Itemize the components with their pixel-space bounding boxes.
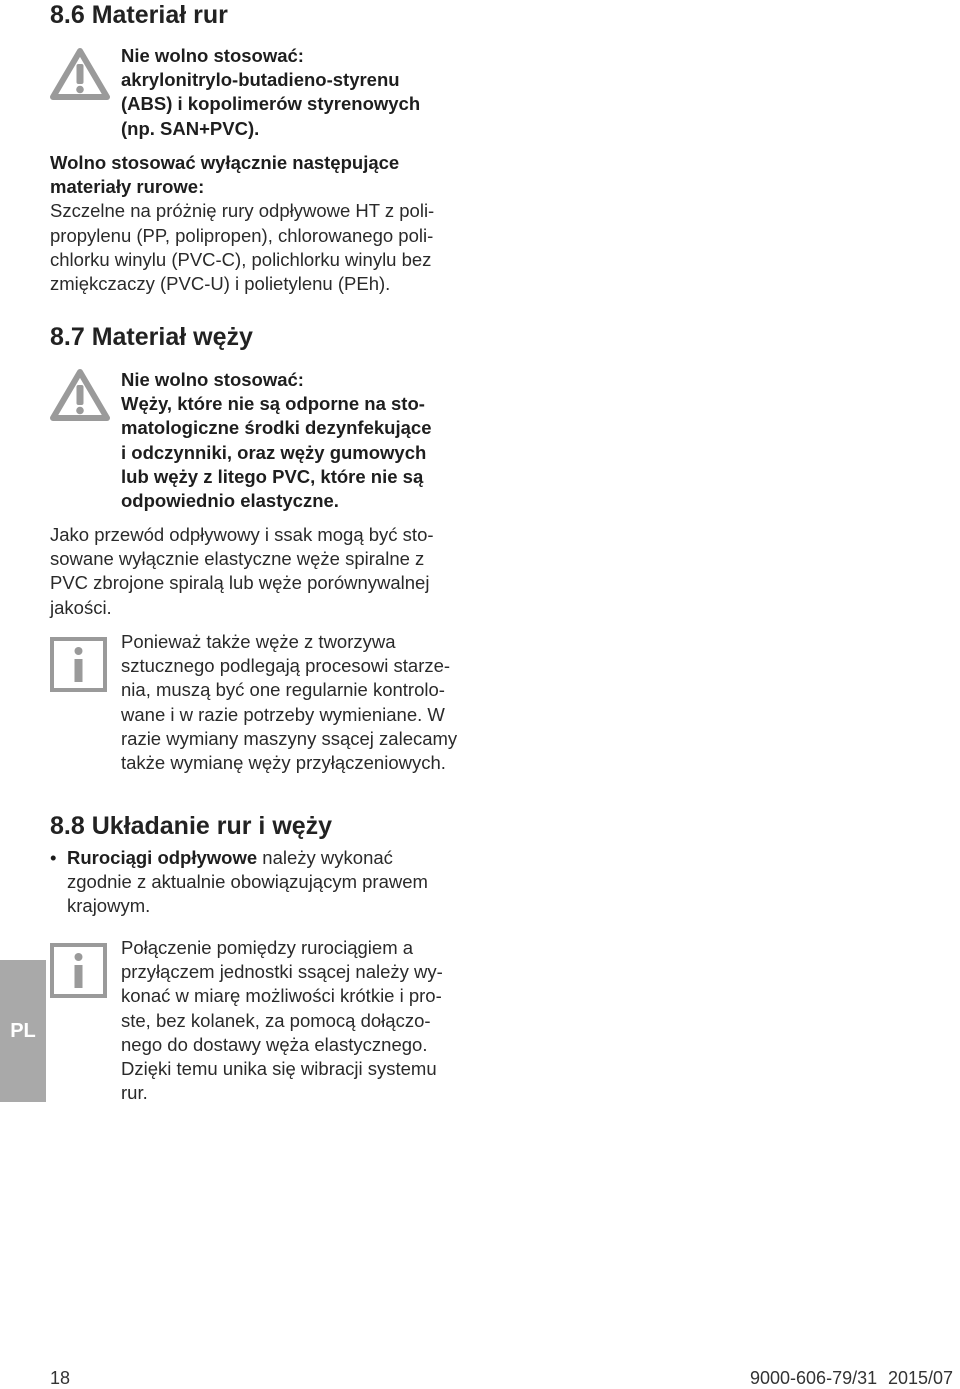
warning-line: (np. SAN+PVC). bbox=[121, 117, 260, 139]
warning-line: lub węży z litego PVC, które nie są bbox=[121, 465, 424, 487]
warning-line: Węży, które nie są odporne na sto- bbox=[121, 393, 425, 415]
info-icon bbox=[50, 637, 107, 692]
info-line: Połączenie pomiędzy rurociągiem a bbox=[121, 937, 414, 958]
warning-title: Nie wolno stosować: bbox=[121, 369, 304, 390]
allowed-heading-line: Wolno stosować wyłącznie następujące bbox=[50, 152, 400, 173]
allowed-heading-line: materiały rurowe: bbox=[50, 176, 205, 198]
warning-line: akrylonitrylo-butadieno-styrenu bbox=[121, 69, 400, 91]
info-line: nego do dostawy węża elastycznego. bbox=[121, 1033, 428, 1055]
document-date: 2015/07 bbox=[888, 1368, 954, 1388]
bullet-marker: • bbox=[50, 847, 57, 868]
info-line: rur. bbox=[121, 1082, 148, 1104]
warning-triangle-icon bbox=[50, 47, 110, 101]
info-line: razie wymiany maszyny ssącej zalecamy bbox=[121, 727, 458, 749]
language-tab: PL bbox=[0, 960, 46, 1102]
warning-text-8-6 bbox=[121, 44, 420, 141]
bullet-text-8-8 bbox=[67, 846, 428, 919]
info-line: Ponieważ także węże z tworzywa bbox=[121, 631, 396, 652]
body-line: zmiękczaczy (PVC-U) i polietylenu (PEh). bbox=[50, 273, 391, 295]
bullet-bold-term: Rurociągi odpływowe bbox=[67, 847, 258, 868]
body-line: PVC zbrojone spiralą lub węże porównywalnej bbox=[50, 572, 430, 594]
section-heading-8-7: 8.7 Materiał węży bbox=[50, 323, 253, 351]
body-line: jakości. bbox=[50, 596, 112, 618]
info-line: wane i w razie potrzeby wymieniane. W bbox=[121, 703, 445, 725]
info-text-8-7 bbox=[121, 630, 457, 775]
warning-line: Nie wolno stosować: bbox=[121, 45, 304, 66]
bullet-first-line bbox=[67, 846, 428, 870]
warning-triangle-icon bbox=[50, 368, 110, 422]
body-line: chlorku winylu (PVC-C), polichlorku winylu bez bbox=[50, 248, 432, 270]
warning-line: i odczynniki, oraz węży gumowych bbox=[121, 441, 427, 463]
warning-line: (ABS) i kopolimerów styrenowych bbox=[121, 93, 421, 115]
info-line: ste, bez kolanek, za pomocą dołączo- bbox=[121, 1009, 431, 1031]
document-code: 9000-606-79/31 bbox=[750, 1368, 878, 1388]
body-line: propylenu (PP, polipropen), chlorowanego poli- bbox=[50, 224, 434, 246]
section-heading-8-6: 8.6 Materiał rur bbox=[50, 1, 228, 29]
bullet-line: krajowym. bbox=[67, 895, 151, 917]
bullet-rest: należy wykonać bbox=[257, 847, 393, 868]
warning-line: matologiczne środki dezynfekujące bbox=[121, 417, 432, 439]
info-line: Dzięki temu unika się wibracji systemu bbox=[121, 1058, 437, 1080]
page-number: 18 bbox=[50, 1368, 71, 1388]
info-line: także wymianę węży przyłączeniowych. bbox=[121, 752, 446, 774]
body-line: Jako przewód odpływowy i ssak mogą być sto- bbox=[50, 524, 434, 545]
warning-text-8-7 bbox=[121, 368, 431, 513]
info-text-8-8 bbox=[121, 936, 443, 1105]
allowed-materials-8-6 bbox=[50, 151, 434, 296]
hose-body-8-7 bbox=[50, 523, 434, 620]
info-line: nia, muszą być one regularnie kontrolo- bbox=[121, 679, 445, 701]
bullet-line: zgodnie z aktualnie obowiązującym prawem bbox=[67, 871, 428, 893]
body-line: Szczelne na próżnię rury odpływowe HT z poli- bbox=[50, 200, 435, 222]
info-icon bbox=[50, 943, 107, 998]
info-line: przyłączem jednostki ssącej należy wy- bbox=[121, 961, 443, 983]
info-line: konać w miarę możliwości krótkie i pro- bbox=[121, 985, 442, 1007]
info-line: sztucznego podlegają procesowi starze- bbox=[121, 655, 451, 677]
body-line: sowane wyłącznie elastyczne węże spiralne z bbox=[50, 548, 425, 570]
warning-line: odpowiednio elastyczne. bbox=[121, 490, 339, 512]
section-heading-8-8: 8.8 Układanie rur i węży bbox=[50, 812, 333, 840]
